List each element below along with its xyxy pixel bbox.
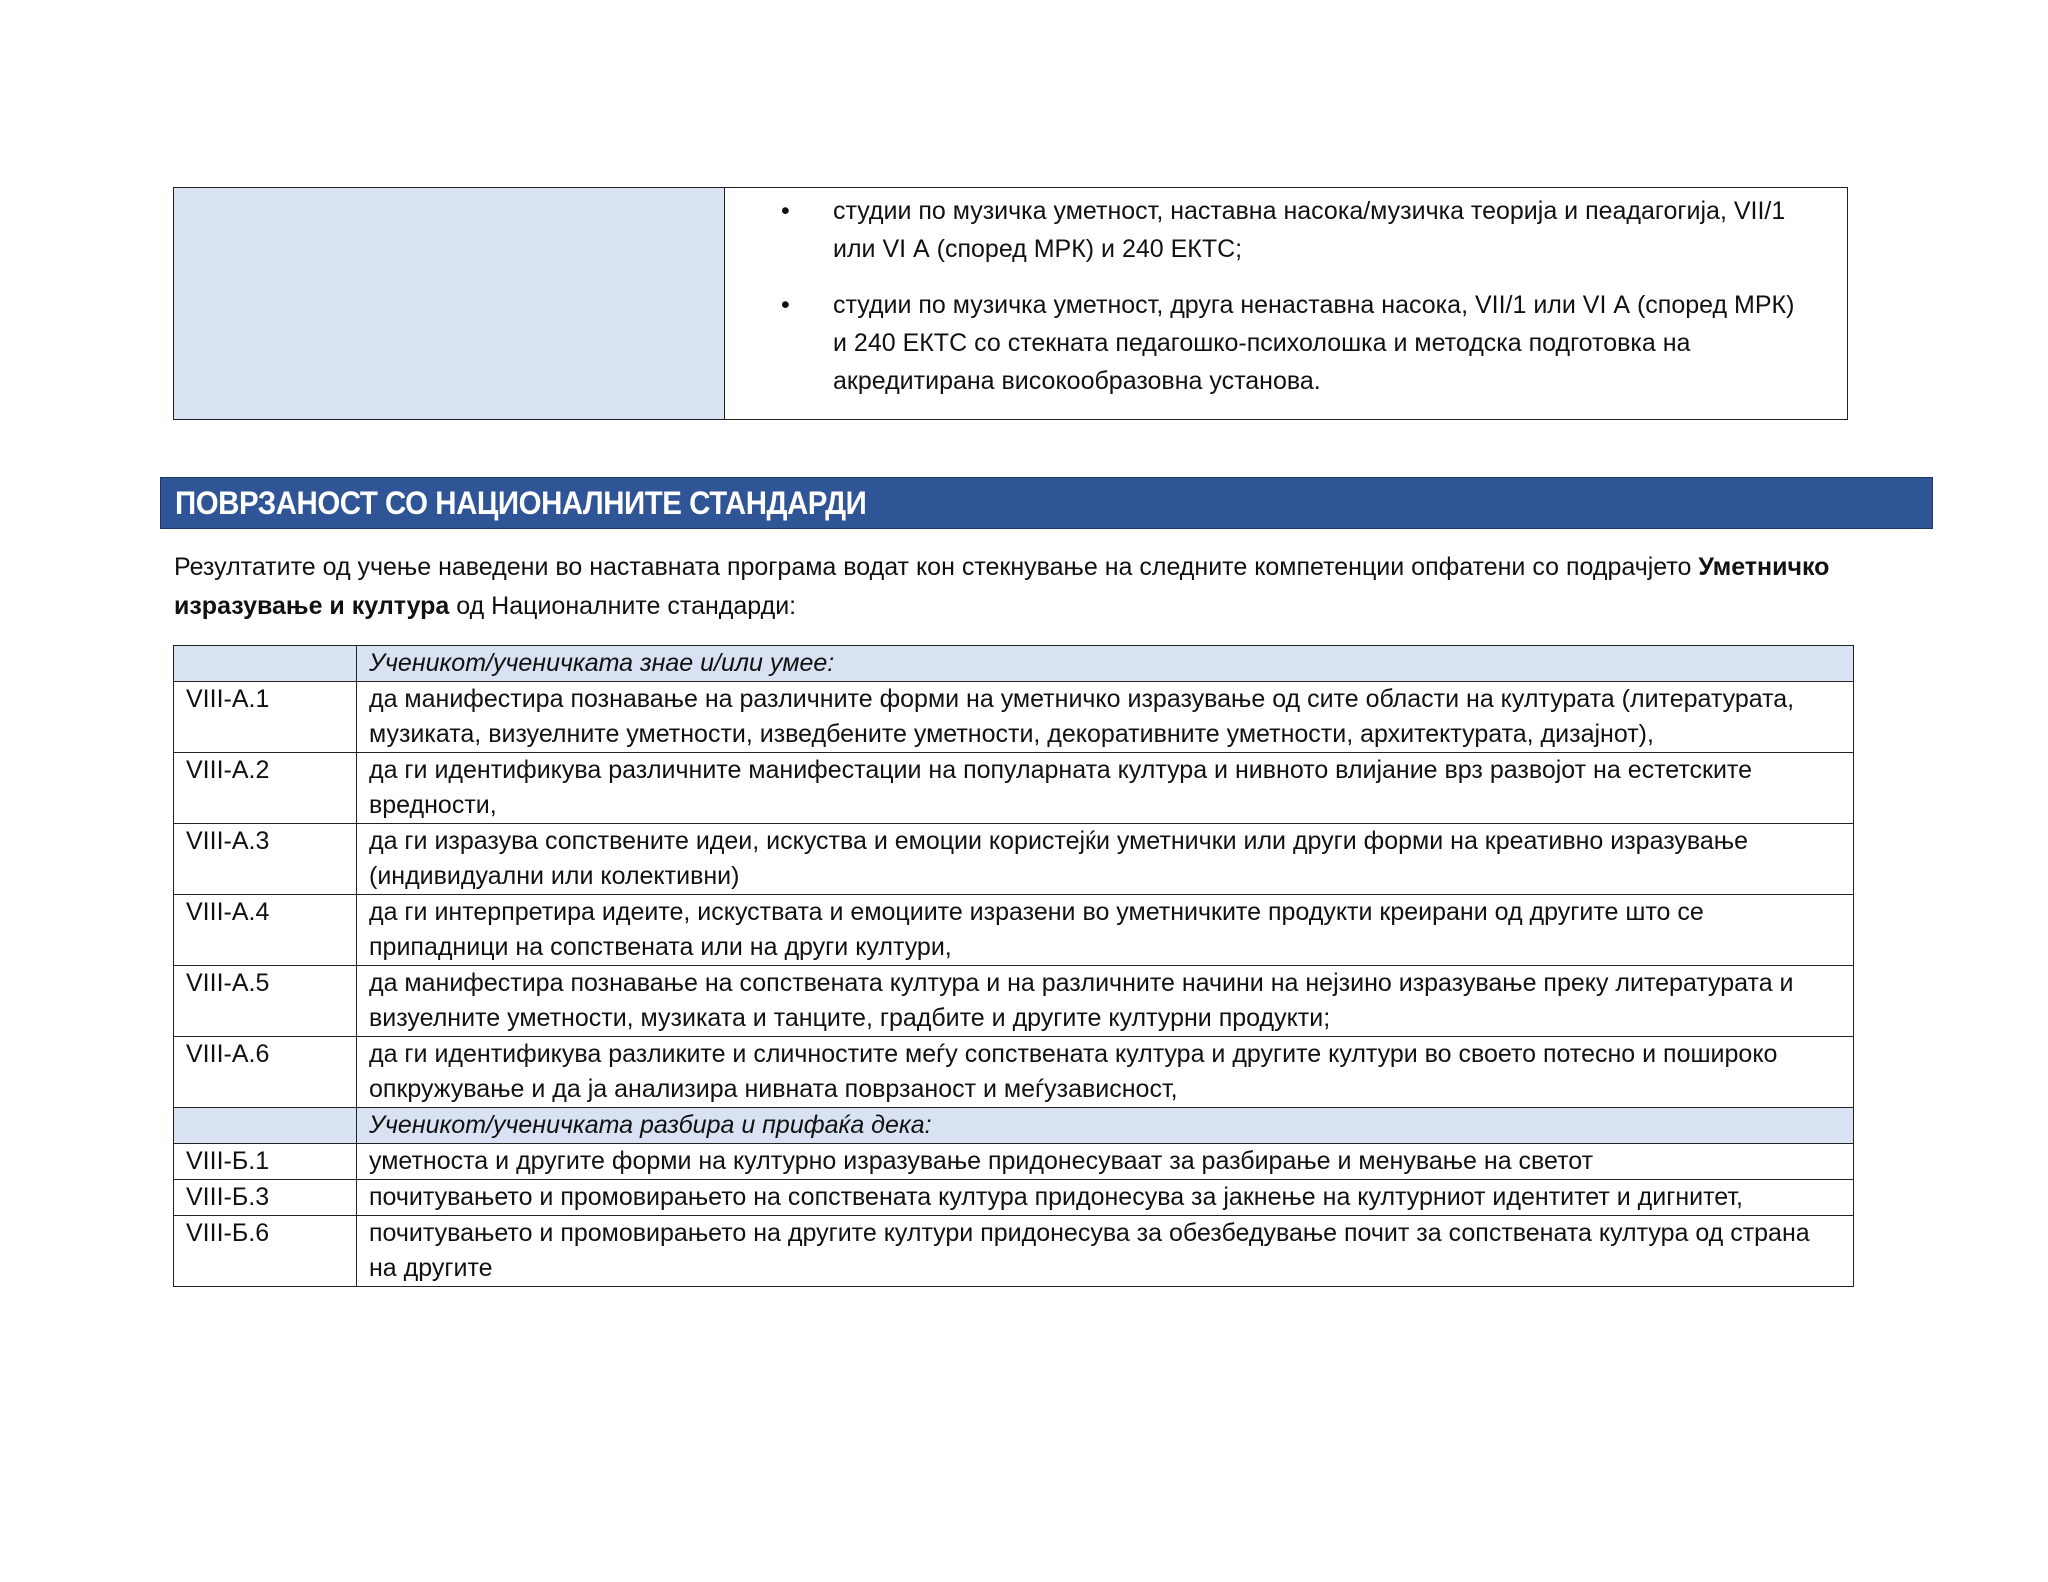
standard-code: VIII-Б.3 — [174, 1180, 357, 1216]
table-row — [174, 895, 1854, 966]
qualifications-content-cell — [725, 188, 1847, 419]
section-title: ПОВРЗАНОСТ СО НАЦИОНАЛНИТЕ СТАНДАРДИ — [175, 484, 867, 521]
intro-text-end: од Националните стандарди: — [449, 592, 797, 620]
table-row — [174, 824, 1854, 895]
standard-text: да манифестира познавање на сопствената култура и на различните начини на нејзино изразување преку литературата и визуелните уметности, музиката и танците, градбите и другите културни продукти; — [357, 966, 1854, 1037]
standard-code: VIII-A.6 — [174, 1037, 357, 1108]
qualification-item — [781, 286, 1807, 400]
standard-code: VIII-Б.1 — [174, 1144, 357, 1180]
standard-text: да ги идентификува различните манифестации на популарната култура и нивното влијание врз развојот на естетските вредности, — [357, 753, 1854, 824]
qualifications-list — [781, 192, 1807, 400]
standard-text: да манифестира познавање на различните форми на уметничко изразување од сите области на културата (литературата, музиката, визуелните уметности, изведбените уметности, декоративните уметности, архитектурата, дизајнот), — [357, 682, 1854, 753]
group-header-code-cell — [174, 646, 357, 682]
standard-text: почитувањето и промовирањето на другите култури придонесува за обезбедување почит за сопствената култура од страна на другите — [357, 1216, 1854, 1287]
bullet-icon: • — [781, 291, 790, 319]
intro-paragraph — [174, 548, 1934, 626]
intro-text: Резултатите од учење наведени во наставната програма водат кон стекнување на следните компетенции опфатени со подрачјето — [174, 553, 1699, 581]
standard-text: да ги изразува сопствените идеи, искуства и емоции користејќи уметнички или други форми на креативно изразување (индивидуални или колективни) — [357, 824, 1854, 895]
standard-text: почитувањето и промовирањето на сопствената култура придонесува за јакнење на културниот идентитет и дигнитет, — [357, 1180, 1854, 1216]
table-row — [174, 966, 1854, 1037]
standard-code: VIII-Б.6 — [174, 1216, 357, 1287]
table-row — [174, 753, 1854, 824]
group-header-row — [174, 646, 1854, 682]
qualification-text: студии по музичка уметност, друга ненаставна насока, VII/1 или VI А (според МРК) и 240 ЕКТС со стекната педагошко-психолошка и методска подготовка на акредитирана високообразовна установа. — [833, 291, 1795, 395]
group-header-code-cell — [174, 1108, 357, 1144]
bullet-icon: • — [781, 197, 790, 225]
qualifications-label-cell — [174, 188, 725, 419]
standards-table — [173, 645, 1854, 1287]
table-row — [174, 682, 1854, 753]
standard-code: VIII-A.5 — [174, 966, 357, 1037]
qualification-text: студии по музичка уметност, наставна насока/музичка теорија и пеадагогија, VII/1 или VI А (според МРК) и 240 ЕКТС; — [833, 197, 1786, 263]
group-header-cell: Ученикот/ученичката знае и/или умее: — [357, 646, 1854, 682]
standard-code: VIII-A.4 — [174, 895, 357, 966]
qualifications-table — [173, 187, 1848, 420]
standard-code: VIII-A.1 — [174, 682, 357, 753]
table-row — [174, 1037, 1854, 1108]
standard-text: да ги идентификува разликите и сличностите меѓу сопствената култура и другите култури во своето потесно и пошироко опкружување и да ја анализира нивната поврзаност и меѓузависност, — [357, 1037, 1854, 1108]
table-row — [174, 1144, 1854, 1180]
table-row — [174, 1216, 1854, 1287]
group-header-cell: Ученикот/ученичката разбира и прифаќа дека: — [357, 1108, 1854, 1144]
standard-text: да ги интерпретира идеите, искуствата и емоциите изразени во уметничките продукти креирани од другите што се припадници на сопствената или на други култури, — [357, 895, 1854, 966]
standard-code: VIII-A.2 — [174, 753, 357, 824]
qualification-item — [781, 192, 1807, 268]
table-row — [174, 1180, 1854, 1216]
standard-code: VIII-A.3 — [174, 824, 357, 895]
group-header-row — [174, 1108, 1854, 1144]
intro-bold-text: Уметничко изразување и култура — [174, 553, 1830, 620]
section-banner — [160, 477, 1933, 529]
standard-text: уметноста и другите форми на културно изразување придонесуваат за разбирање и менување на светот — [357, 1144, 1854, 1180]
